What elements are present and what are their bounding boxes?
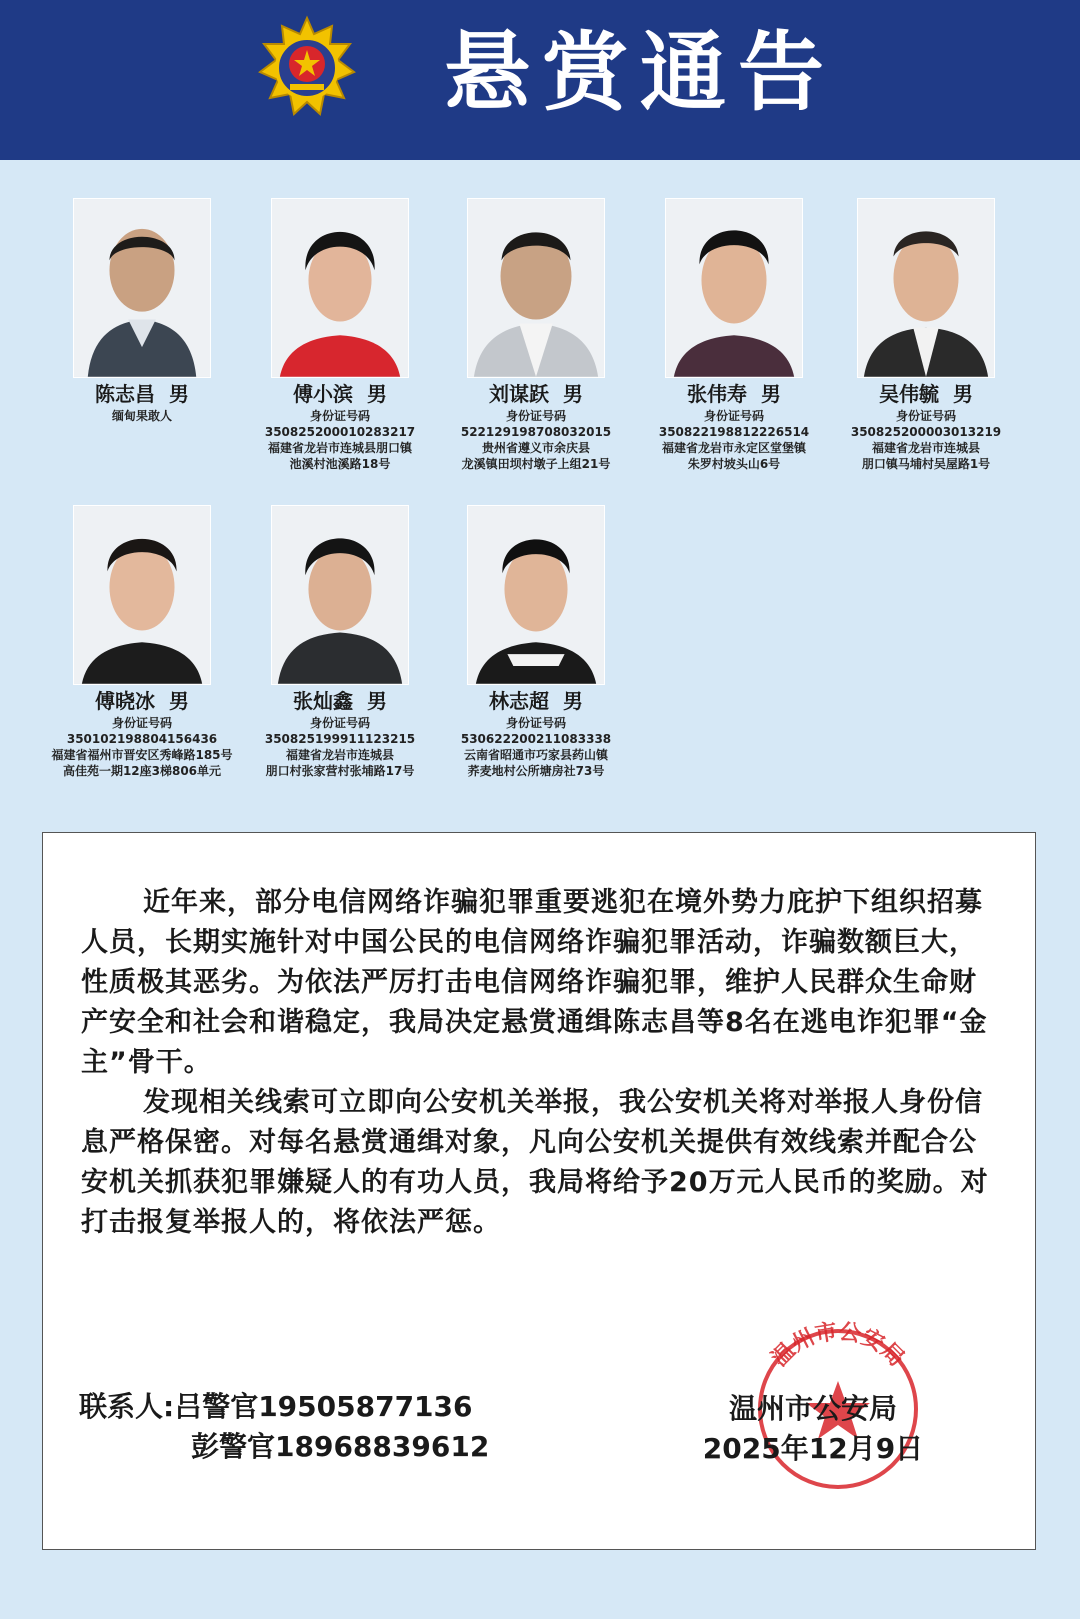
person-gender: 男 xyxy=(563,382,583,406)
notice-paragraph-1: 近年来，部分电信网络诈骗犯罪重要逃犯在境外势力庇护下组织招募人员，长期实施针对中国公民的电信网络诈骗犯罪活动，诈骗数额巨大，性质极其恶劣。为依法严厉打击电信网络诈骗犯罪，维护人民群众生命财产安全和社会和谐稳定，我局决定悬赏通缉陈志昌等8名在逃电诈犯罪“金主”骨干。 xyxy=(81,887,988,1078)
wanted-person-card xyxy=(240,505,440,779)
id-number: 350825200003013219 xyxy=(850,425,1002,439)
page-title: 悬赏通告 xyxy=(444,23,836,123)
person-gender: 男 xyxy=(367,689,387,713)
wanted-person-card xyxy=(42,198,242,424)
person-address: 福建省龙岩市永定区堂堡镇 xyxy=(661,441,806,455)
person-address: 朋口镇马埔村吴屋路1号 xyxy=(861,457,991,471)
issue-date: 2025年12月9日 xyxy=(702,1432,924,1465)
person-name: 吴伟毓 xyxy=(879,382,939,406)
id-number: 522129198708032015 xyxy=(460,425,612,439)
police-emblem-icon xyxy=(252,14,362,124)
wanted-person-card xyxy=(436,198,636,472)
signature-block xyxy=(693,1389,933,1469)
person-origin: 缅甸果敢人 xyxy=(111,409,172,423)
portrait-photo xyxy=(73,198,211,378)
person-name: 傅小滨 xyxy=(293,382,353,406)
person-address: 朋口村张家营村张埔路17号 xyxy=(265,764,415,778)
portrait-photo xyxy=(271,505,409,685)
id-number: 350102198804156436 xyxy=(66,732,218,746)
portrait-photo xyxy=(857,198,995,378)
wanted-person-card xyxy=(826,198,1026,472)
portrait-photo xyxy=(665,198,803,378)
person-name: 林志超 xyxy=(489,689,549,713)
id-number: 530622200211083338 xyxy=(460,732,612,746)
person-address: 高佳苑一期12座3梯806单元 xyxy=(62,764,222,778)
svg-text:温州市公安局 xyxy=(767,1319,909,1371)
person-name: 刘谋跃 xyxy=(489,382,549,406)
id-label: 身份证号码 xyxy=(309,409,370,423)
wanted-person-card xyxy=(436,505,636,779)
person-address: 荞麦地村公所塘房社73号 xyxy=(467,764,605,778)
portrait-photo xyxy=(73,505,211,685)
id-label: 身份证号码 xyxy=(895,409,956,423)
person-address: 福建省龙岩市连城县朋口镇 xyxy=(267,441,412,455)
id-label: 身份证号码 xyxy=(309,716,370,730)
notice-paragraph-2: 发现相关线索可立即向公安机关举报，我公安机关将对举报人身份信息严格保密。对每名悬赏通缉对象，凡向公安机关提供有效线索并配合公安机关抓获犯罪嫌疑人的有功人员，我局将给予20万元人民币的奖励。对打击报复举报人的，将依法严惩。 xyxy=(81,1087,989,1238)
person-name: 傅晓冰 xyxy=(95,689,155,713)
contact-line-2: 彭警官18968839612 xyxy=(191,1430,490,1463)
id-label: 身份证号码 xyxy=(505,716,566,730)
person-name: 张灿鑫 xyxy=(293,689,353,713)
person-address: 池溪村池溪路18号 xyxy=(289,457,391,471)
person-gender: 男 xyxy=(367,382,387,406)
person-gender: 男 xyxy=(563,689,583,713)
contact-line-1: 联系人:吕警官19505877136 xyxy=(79,1390,473,1423)
person-address: 云南省昭通市巧家县药山镇 xyxy=(463,748,608,762)
person-address: 龙溪镇田坝村墩子上组21号 xyxy=(461,457,611,471)
person-name: 张伟寿 xyxy=(687,382,747,406)
person-gender: 男 xyxy=(169,382,189,406)
portrait-photo xyxy=(467,198,605,378)
wanted-person-card xyxy=(42,505,242,779)
issuer-name: 温州市公安局 xyxy=(728,1392,897,1425)
id-number: 350825200010283217 xyxy=(264,425,416,439)
person-address: 福建省福州市晋安区秀峰路185号 xyxy=(51,748,233,762)
id-label: 身份证号码 xyxy=(703,409,764,423)
header-banner xyxy=(0,0,1080,160)
seal-text: 温州市公安局 xyxy=(767,1319,909,1372)
id-label: 身份证号码 xyxy=(505,409,566,423)
wanted-person-card xyxy=(634,198,834,472)
id-label: 身份证号码 xyxy=(111,716,172,730)
person-gender: 男 xyxy=(953,382,973,406)
person-address: 福建省龙岩市连城县 xyxy=(871,441,980,455)
person-address: 朱罗村坡头山6号 xyxy=(687,457,781,471)
contact-block xyxy=(79,1387,489,1467)
notice-box xyxy=(42,832,1036,1550)
id-number: 350825199911123215 xyxy=(264,732,416,746)
person-address: 福建省龙岩市连城县 xyxy=(285,748,394,762)
person-address: 贵州省遵义市余庆县 xyxy=(481,441,590,455)
wanted-person-card xyxy=(240,198,440,472)
portrait-photo xyxy=(271,198,409,378)
person-name: 陈志昌 xyxy=(95,382,155,406)
person-gender: 男 xyxy=(761,382,781,406)
person-gender: 男 xyxy=(169,689,189,713)
id-number: 350822198812226514 xyxy=(658,425,810,439)
portrait-photo xyxy=(467,505,605,685)
